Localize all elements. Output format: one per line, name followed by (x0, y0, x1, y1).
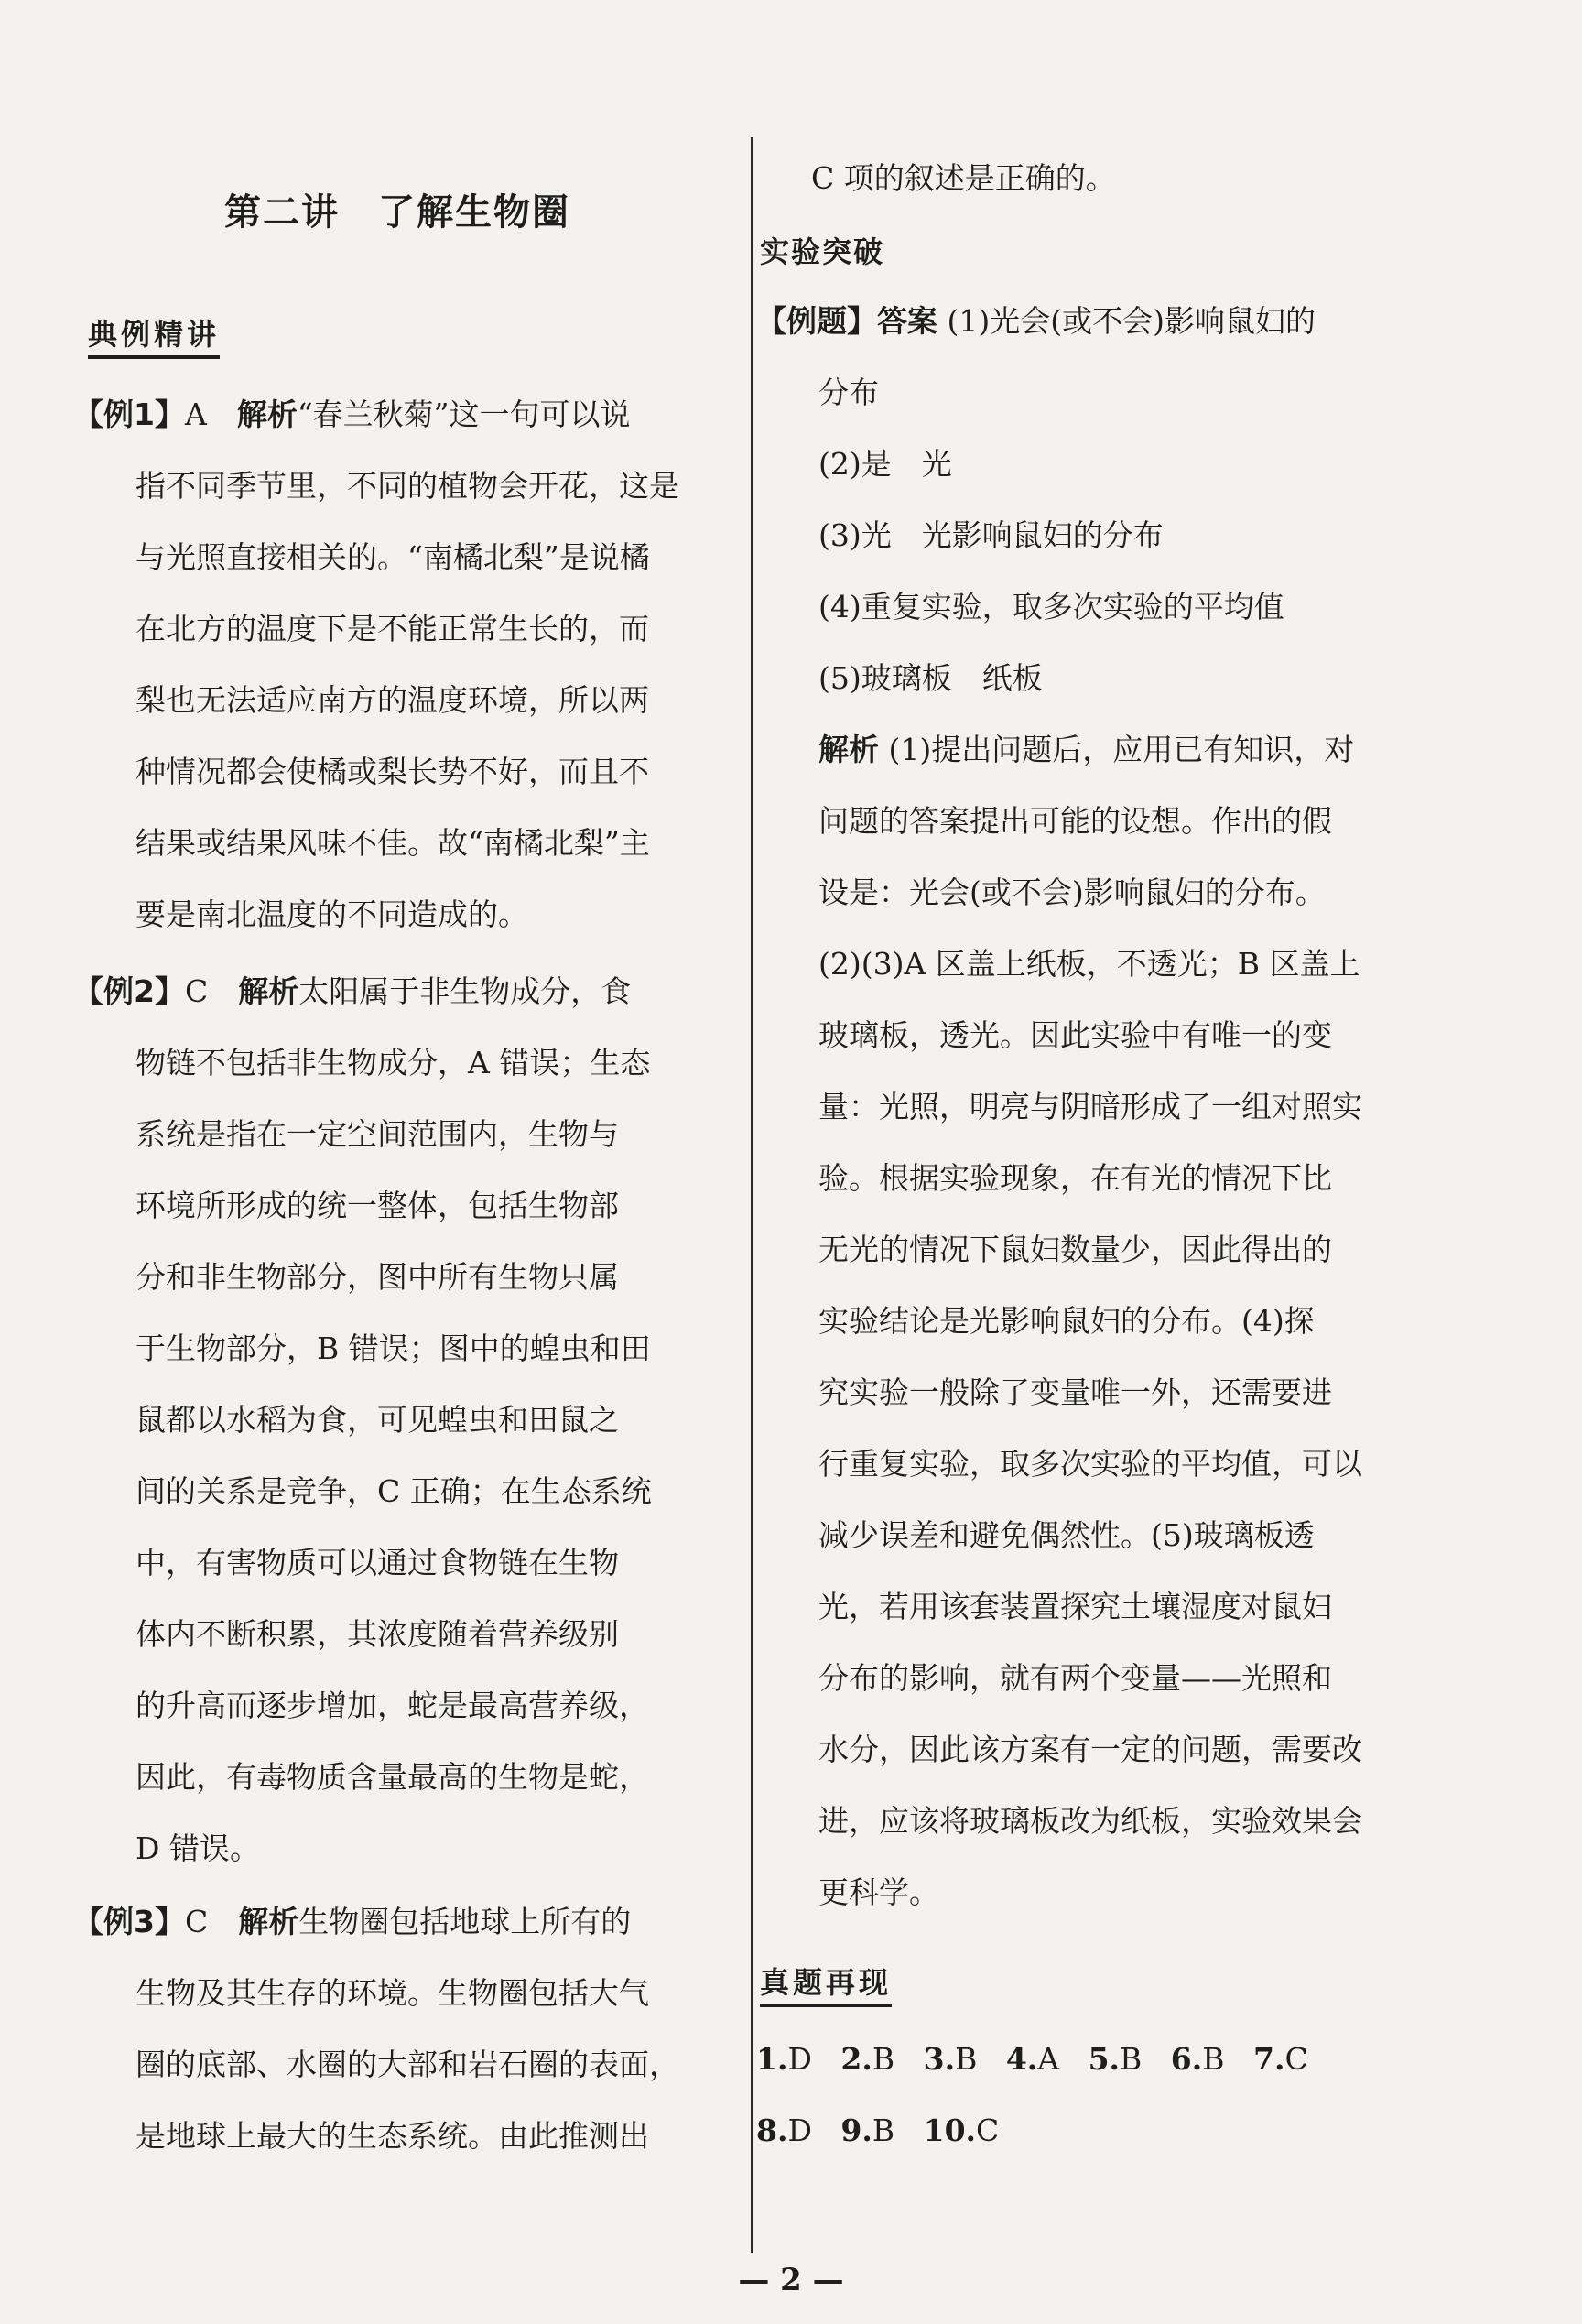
answer-row-2 (756, 2095, 1434, 2167)
column-divider (751, 137, 753, 2253)
text-line: 减少误差和避免偶然性。(5)玻璃板透 (818, 1517, 1315, 1553)
answer-number: 6. (1170, 2041, 1203, 2077)
text-line: 圈的底部、水圈的大部和岩石圈的表面， (135, 2047, 679, 2082)
answer-value: B (872, 2112, 895, 2148)
answer-number: 10. (923, 2112, 977, 2148)
text-line: 分布的影响，就有两个变量——光照和 (818, 1660, 1332, 1696)
experiment-answer-label: 答案 (877, 303, 937, 339)
answer-value: A (1037, 2041, 1060, 2077)
section-heading-real-exam: 真题再现 (760, 1960, 892, 2007)
text-line: (5)玻璃板 纸板 (818, 660, 1043, 696)
answer-value: B (1202, 2041, 1225, 2077)
answer-row-1 (756, 2024, 1434, 2095)
answer-number: 3. (923, 2041, 956, 2077)
text-line: 无光的情况下鼠妇数量少，因此得出的 (818, 1232, 1332, 1267)
experiment-label: 【例题】 (756, 303, 877, 339)
text-line: 指不同季节里，不同的植物会开花，这是 (135, 468, 679, 504)
text-line: 物链不包括非生物成分，A 错误；生态 (135, 1045, 651, 1081)
example-2 (73, 956, 732, 1884)
text-line: 光，若用该套装置探究土壤湿度对鼠妇 (818, 1589, 1332, 1624)
analysis-first-line (756, 714, 1434, 786)
text-line: 问题的答案提出可能的设想。作出的假 (818, 803, 1332, 839)
example-2-first-line (73, 956, 732, 1027)
text-line: 于生物部分，B 错误；图中的蝗虫和田 (135, 1330, 651, 1366)
answer-value: C (976, 2112, 1000, 2148)
example-3-answer: C (184, 1904, 239, 1939)
text-line: 分和非生物部分，图中所有生物只属 (135, 1259, 619, 1295)
text-line: 结果或结果风味不佳。故“南橘北梨”主 (135, 825, 650, 861)
example-3-first-line (73, 1886, 732, 1958)
example-1-label: 【例1】 (73, 396, 185, 432)
text-line: 量：光照，明亮与阴暗形成了一组对照实 (818, 1089, 1362, 1124)
text-line: C 项的叙述是正确的。 (811, 160, 1116, 196)
text-line: 水分，因此该方案有一定的问题，需要改 (818, 1732, 1362, 1767)
page-title: 第二讲 了解生物圈 (224, 191, 570, 233)
text-line: 分布 (818, 375, 879, 410)
experiment-analysis-text: (1)提出问题后，应用已有知识，对 (888, 732, 1355, 767)
text-line: 与光照直接相关的。“南橘北梨”是说橘 (135, 539, 650, 575)
section-heading-experiment: 实验突破 (760, 234, 885, 269)
text-line: 设是：光会(或不会)影响鼠妇的分布。 (818, 874, 1326, 910)
example-1 (73, 379, 732, 950)
text-line: 行重复实验，取多次实验的平均值，可以 (818, 1446, 1362, 1482)
text-line: 玻璃板，透光。因此实验中有唯一的变 (818, 1017, 1332, 1053)
answer-value: D (787, 2112, 812, 2148)
experiment-analysis-label: 解析 (818, 732, 879, 767)
answer-number: 8. (756, 2112, 788, 2148)
answer-number: 1. (756, 2041, 788, 2077)
text-line: 的升高而逐步增加，蛇是最高营养级， (135, 1688, 649, 1723)
example-3 (73, 1886, 732, 2172)
section-heading-examples: 典例精讲 (88, 311, 220, 359)
text-line: 中，有害物质可以通过食物链在生物 (135, 1545, 619, 1580)
text-line: 因此，有毒物质含量最高的生物是蛇， (135, 1759, 649, 1795)
experiment-answer-text: (1)光会(或不会)影响鼠妇的 (947, 303, 1316, 339)
text-line: (2)(3)A 区盖上纸板，不透光；B 区盖上 (818, 946, 1360, 982)
continuation-text (811, 143, 1434, 214)
example-2-label: 【例2】 (73, 973, 185, 1009)
answer-value: B (1120, 2041, 1143, 2077)
text-line: 更科学。 (818, 1874, 939, 1910)
answer-number: 4. (1005, 2041, 1038, 2077)
example-1-analysis-label: 解析 (236, 396, 298, 432)
answer-key (756, 2024, 1434, 2167)
example-1-first-line (73, 379, 732, 451)
text-line: 进，应该将玻璃板改为纸板，实验效果会 (818, 1803, 1362, 1839)
text-line: 究实验一般除了变量唯一外，还需要进 (818, 1374, 1332, 1410)
text-line: 系统是指在一定空间范围内，生物与 (135, 1116, 619, 1152)
text-line: 种情况都会使橘或梨长势不好，而且不 (135, 754, 649, 789)
example-1-text: “春兰秋菊”这一句可以说 (297, 396, 631, 432)
example-2-answer: C (184, 973, 239, 1009)
text-line: 要是南北温度的不同造成的。 (135, 896, 528, 932)
experiment-first-line (756, 286, 1434, 357)
text-line: 体内不断积累，其浓度随着营养级别 (135, 1616, 619, 1652)
example-3-label: 【例3】 (73, 1904, 185, 1939)
text-line: 是地球上最大的生态系统。由此推测出 (135, 2118, 649, 2154)
example-3-analysis-label: 解析 (238, 1904, 299, 1939)
text-line: 梨也无法适应南方的温度环境，所以两 (135, 682, 649, 718)
text-line: (3)光 光影响鼠妇的分布 (818, 517, 1164, 553)
answer-value: D (787, 2041, 812, 2077)
text-line: 间的关系是竞争，C 正确；在生态系统 (135, 1473, 652, 1509)
text-line: 环境所形成的统一整体，包括生物部 (135, 1188, 619, 1223)
answer-number: 7. (1253, 2041, 1285, 2077)
example-3-text: 生物圈包括地球上所有的 (298, 1904, 632, 1939)
page-number: — 2 — (738, 2262, 844, 2298)
text-line: D 错误。 (135, 1830, 260, 1866)
text-line: 实验结论是光影响鼠妇的分布。(4)探 (818, 1303, 1315, 1339)
text-line: (2)是 光 (818, 446, 952, 482)
example-1-answer: A (184, 396, 237, 432)
answer-value: B (872, 2041, 895, 2077)
text-line: 验。根据实验现象，在有光的情况下比 (818, 1160, 1332, 1196)
answer-number: 9. (840, 2112, 872, 2148)
answer-value: C (1284, 2041, 1308, 2077)
answer-value: B (955, 2041, 978, 2077)
text-line: 鼠都以水稻为食，可见蝗虫和田鼠之 (135, 1402, 619, 1438)
answer-number: 5. (1088, 2041, 1121, 2077)
text-line: (4)重复实验，取多次实验的平均值 (818, 589, 1284, 624)
answer-number: 2. (840, 2041, 872, 2077)
text-line: 生物及其生存的环境。生物圈包括大气 (135, 1975, 649, 2011)
text-line: 在北方的温度下是不能正常生长的，而 (135, 611, 649, 646)
experiment-example (756, 286, 1434, 1928)
example-2-text: 太阳属于非生物成分，食 (298, 973, 632, 1009)
example-2-analysis-label: 解析 (238, 973, 299, 1009)
